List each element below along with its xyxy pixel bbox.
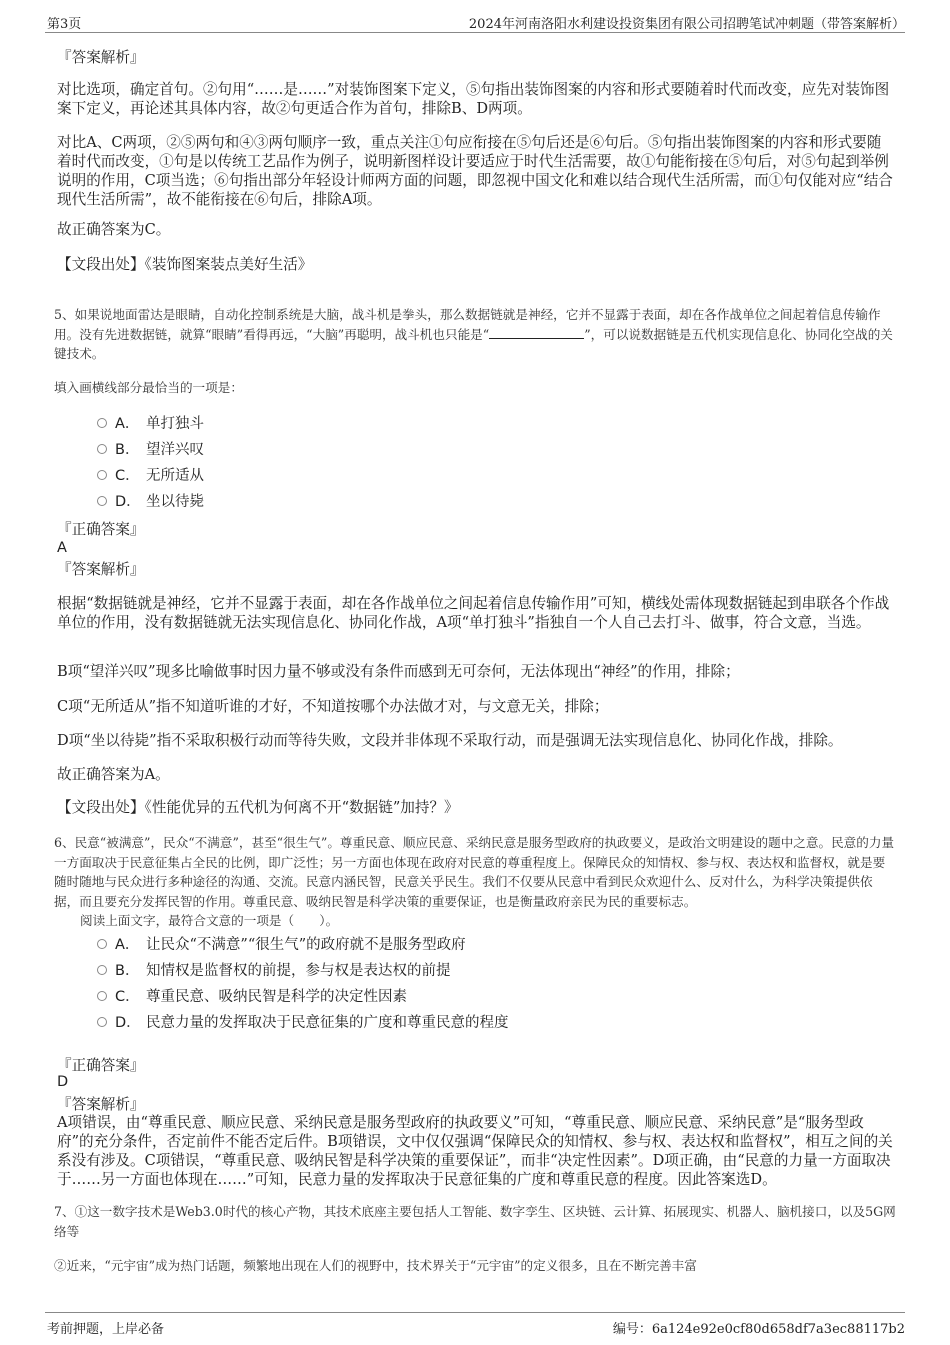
q5-prompt: 填入画横线部分最恰当的一项是： — [54, 380, 243, 395]
document-code: 编号：6a124e92e0cf80d658df7a3ec88117b2 — [612, 1322, 905, 1337]
radio-icon[interactable] — [97, 1017, 107, 1027]
q4-analysis-p1: 对比选项，确定首句。②句用“……是……”对装饰图案下定义，⑤句指出装饰图案的内容和形式要随着时代而改变，应先对装饰图案下定义，再论述其具体内容，故②句更适合作为首句，排除B、D两项。 — [57, 81, 890, 117]
radio-icon[interactable] — [97, 444, 107, 454]
document-title: 2024年河南洛阳水利建设投资集团有限公司招聘笔试冲刺题（带答案解析） — [468, 17, 905, 32]
q5-source: 【文段出处】《性能优异的五代机为何离不开“数据链”加持？》 — [57, 799, 459, 816]
q4-analysis-p2: 对比A、C两项，②⑤两句和④③两句顺序一致，重点关注①句应衔接在⑤句后还是⑥句后。⑤句指出装饰图案的内容和形式要随着时代而改变，①句是以传统工艺品作为例子，说明新图样设计要适应于时代生活需要，故①句能衔接在⑤句后，对⑤句起到举例说明的作用，C项当选；⑥句指出部分年轻设计师两方面的问题，即忽视中国文化和难以结合现代生活所需，而①句仅能对应“结合现代生活所需”，故不能衔接在⑥句后，排除A项。 — [57, 134, 893, 208]
q7-sentence-1: 7、①这一数字技术是Web3.0时代的核心产物，其技术底座主要包括人工智能、数字孪生、区块链、云计算、拓展现实、机器人、脑机接口，以及5G网络等 — [54, 1204, 896, 1239]
radio-icon[interactable] — [97, 939, 107, 949]
radio-icon[interactable] — [97, 470, 107, 480]
page-header — [45, 10, 905, 33]
q5-analysis-p4: D项“坐以待毙”指不采取积极行动而等待失败，文段并非体现不采取行动，而是强调无法实现信息化、协同化作战，排除。 — [57, 732, 843, 749]
q4-analysis-label: 『答案解析』 — [57, 49, 145, 66]
q5-analysis-p3: C项“无所适从”指不知道听谁的才好，不知道按哪个办法做才对，与文意无关，排除； — [57, 698, 609, 715]
footer-slogan: 考前押题，上岸必备 — [47, 1322, 165, 1337]
q6-option-d[interactable]: D． 民意力量的发挥取决于民意征集的广度和尊重民意的程度 — [97, 1013, 509, 1033]
q5-analysis-conclusion: 故正确答案为A。 — [57, 766, 170, 783]
page-footer — [45, 1312, 905, 1337]
q5-analysis-p2: B项“望洋兴叹”现多比喻做事时因力量不够或没有条件而感到无可奈何，无法体现出“神经”的作用，排除； — [57, 663, 740, 680]
q6-analysis: A项错误，由“尊重民意、顺应民意、采纳民意是服务型政府的执政要义”可知，“尊重民意、顺应民意、采纳民意”是“服务型政府”的充分条件，否定前件不能否定后件。B项错误，文中仅仅强调“保障民众的知情权、参与权、表达权和监督权”，相互之间的关系没有涉及。C项错误，“尊重民意、吸纳民智是科学决策的重要保证”，而非“决定性因素”。D项正确，由“民意的力量一方面取决于……另一方面也体现在……”可知，民意力量的发挥取决于民意征集的广度和尊重民意的程度。因此答案选D。 — [57, 1114, 893, 1188]
q5-answer: A — [57, 540, 67, 556]
q5-stem: 5、如果说地面雷达是眼睛，自动化控制系统是大脑，战斗机是拳头，那么数据链就是神经，它并不显露于表面，却在各作战单位之间起着信息传输作用。没有先进数据链，就算“眼睛”看得再远，“大脑”再聪明，战斗机也只能是“ ”，可以说数据链是五代机实现信息化、协同化空战的关键技术。 — [54, 307, 893, 361]
radio-icon[interactable] — [97, 418, 107, 428]
q6-option-a[interactable]: A． 让民众“不满意”“很生气”的政府就不是服务型政府 — [97, 935, 466, 955]
q5-option-d[interactable]: D． 坐以待毙 — [97, 492, 204, 512]
q6-analysis-label: 『答案解析』 — [57, 1096, 145, 1113]
q4-source: 【文段出处】《装饰图案装点美好生活》 — [57, 256, 313, 273]
radio-icon[interactable] — [97, 496, 107, 506]
q6-answer-label: 『正确答案』 — [57, 1057, 145, 1074]
q5-analysis-label: 『答案解析』 — [57, 561, 145, 578]
q7-sentence-2: ②近来，“元宇宙”成为热门话题，频繁地出现在人们的视野中，技术界关于“元宇宙”的定义很多，且在不断完善丰富 — [54, 1258, 697, 1273]
q5-analysis-p1: 根据“数据链就是神经，它并不显露于表面，却在各作战单位之间起着信息传输作用”可知，横线处需体现数据链起到串联各个作战单位的作用，没有数据链就无法实现信息化、协同化作战，A项“单打独斗”指独自一个人自己去打斗、做事，符合文意，当选。 — [57, 595, 890, 631]
q5-option-c[interactable]: C． 无所适从 — [97, 466, 204, 486]
fill-blank — [489, 327, 584, 339]
radio-icon[interactable] — [97, 965, 107, 975]
q6-prompt: 阅读上面文字，最符合文意的一项是（ ）。 — [80, 913, 339, 928]
page-number: 第3页 — [47, 17, 82, 32]
q4-analysis-conclusion: 故正确答案为C。 — [57, 221, 171, 238]
q5-answer-label: 『正确答案』 — [57, 521, 145, 538]
q6-option-c[interactable]: C． 尊重民意、吸纳民智是科学的决定性因素 — [97, 987, 407, 1007]
radio-icon[interactable] — [97, 991, 107, 1001]
q5-option-a[interactable]: A． 单打独斗 — [97, 414, 204, 434]
q6-stem: 6、民意“被满意”，民众“不满意”，甚至“很生气”。尊重民意、顺应民意、采纳民意是服务型政府的执政要义，是政治文明建设的题中之意。民意的力量一方面取决于民意征集占全民的比例，即广泛性；另一方面也体现在政府对民意的尊重程度上。保障民众的知情权、参与权、表达权和监督权，就是要随时随地与民众进行多种途径的沟通、交流。民意内涵民智，民意关乎民生。我们不仅要从民意中看到民众欢迎什么、反对什么，为科学决策提供依据，而且要充分发挥民智的作用。尊重民意、吸纳民智是科学决策的重要保证，也是衡量政府亲民为民的重要标志。 — [54, 835, 895, 909]
q5-option-b[interactable]: B． 望洋兴叹 — [97, 440, 204, 460]
q6-answer: D — [57, 1074, 69, 1090]
q6-option-b[interactable]: B． 知情权是监督权的前提，参与权是表达权的前提 — [97, 961, 451, 981]
